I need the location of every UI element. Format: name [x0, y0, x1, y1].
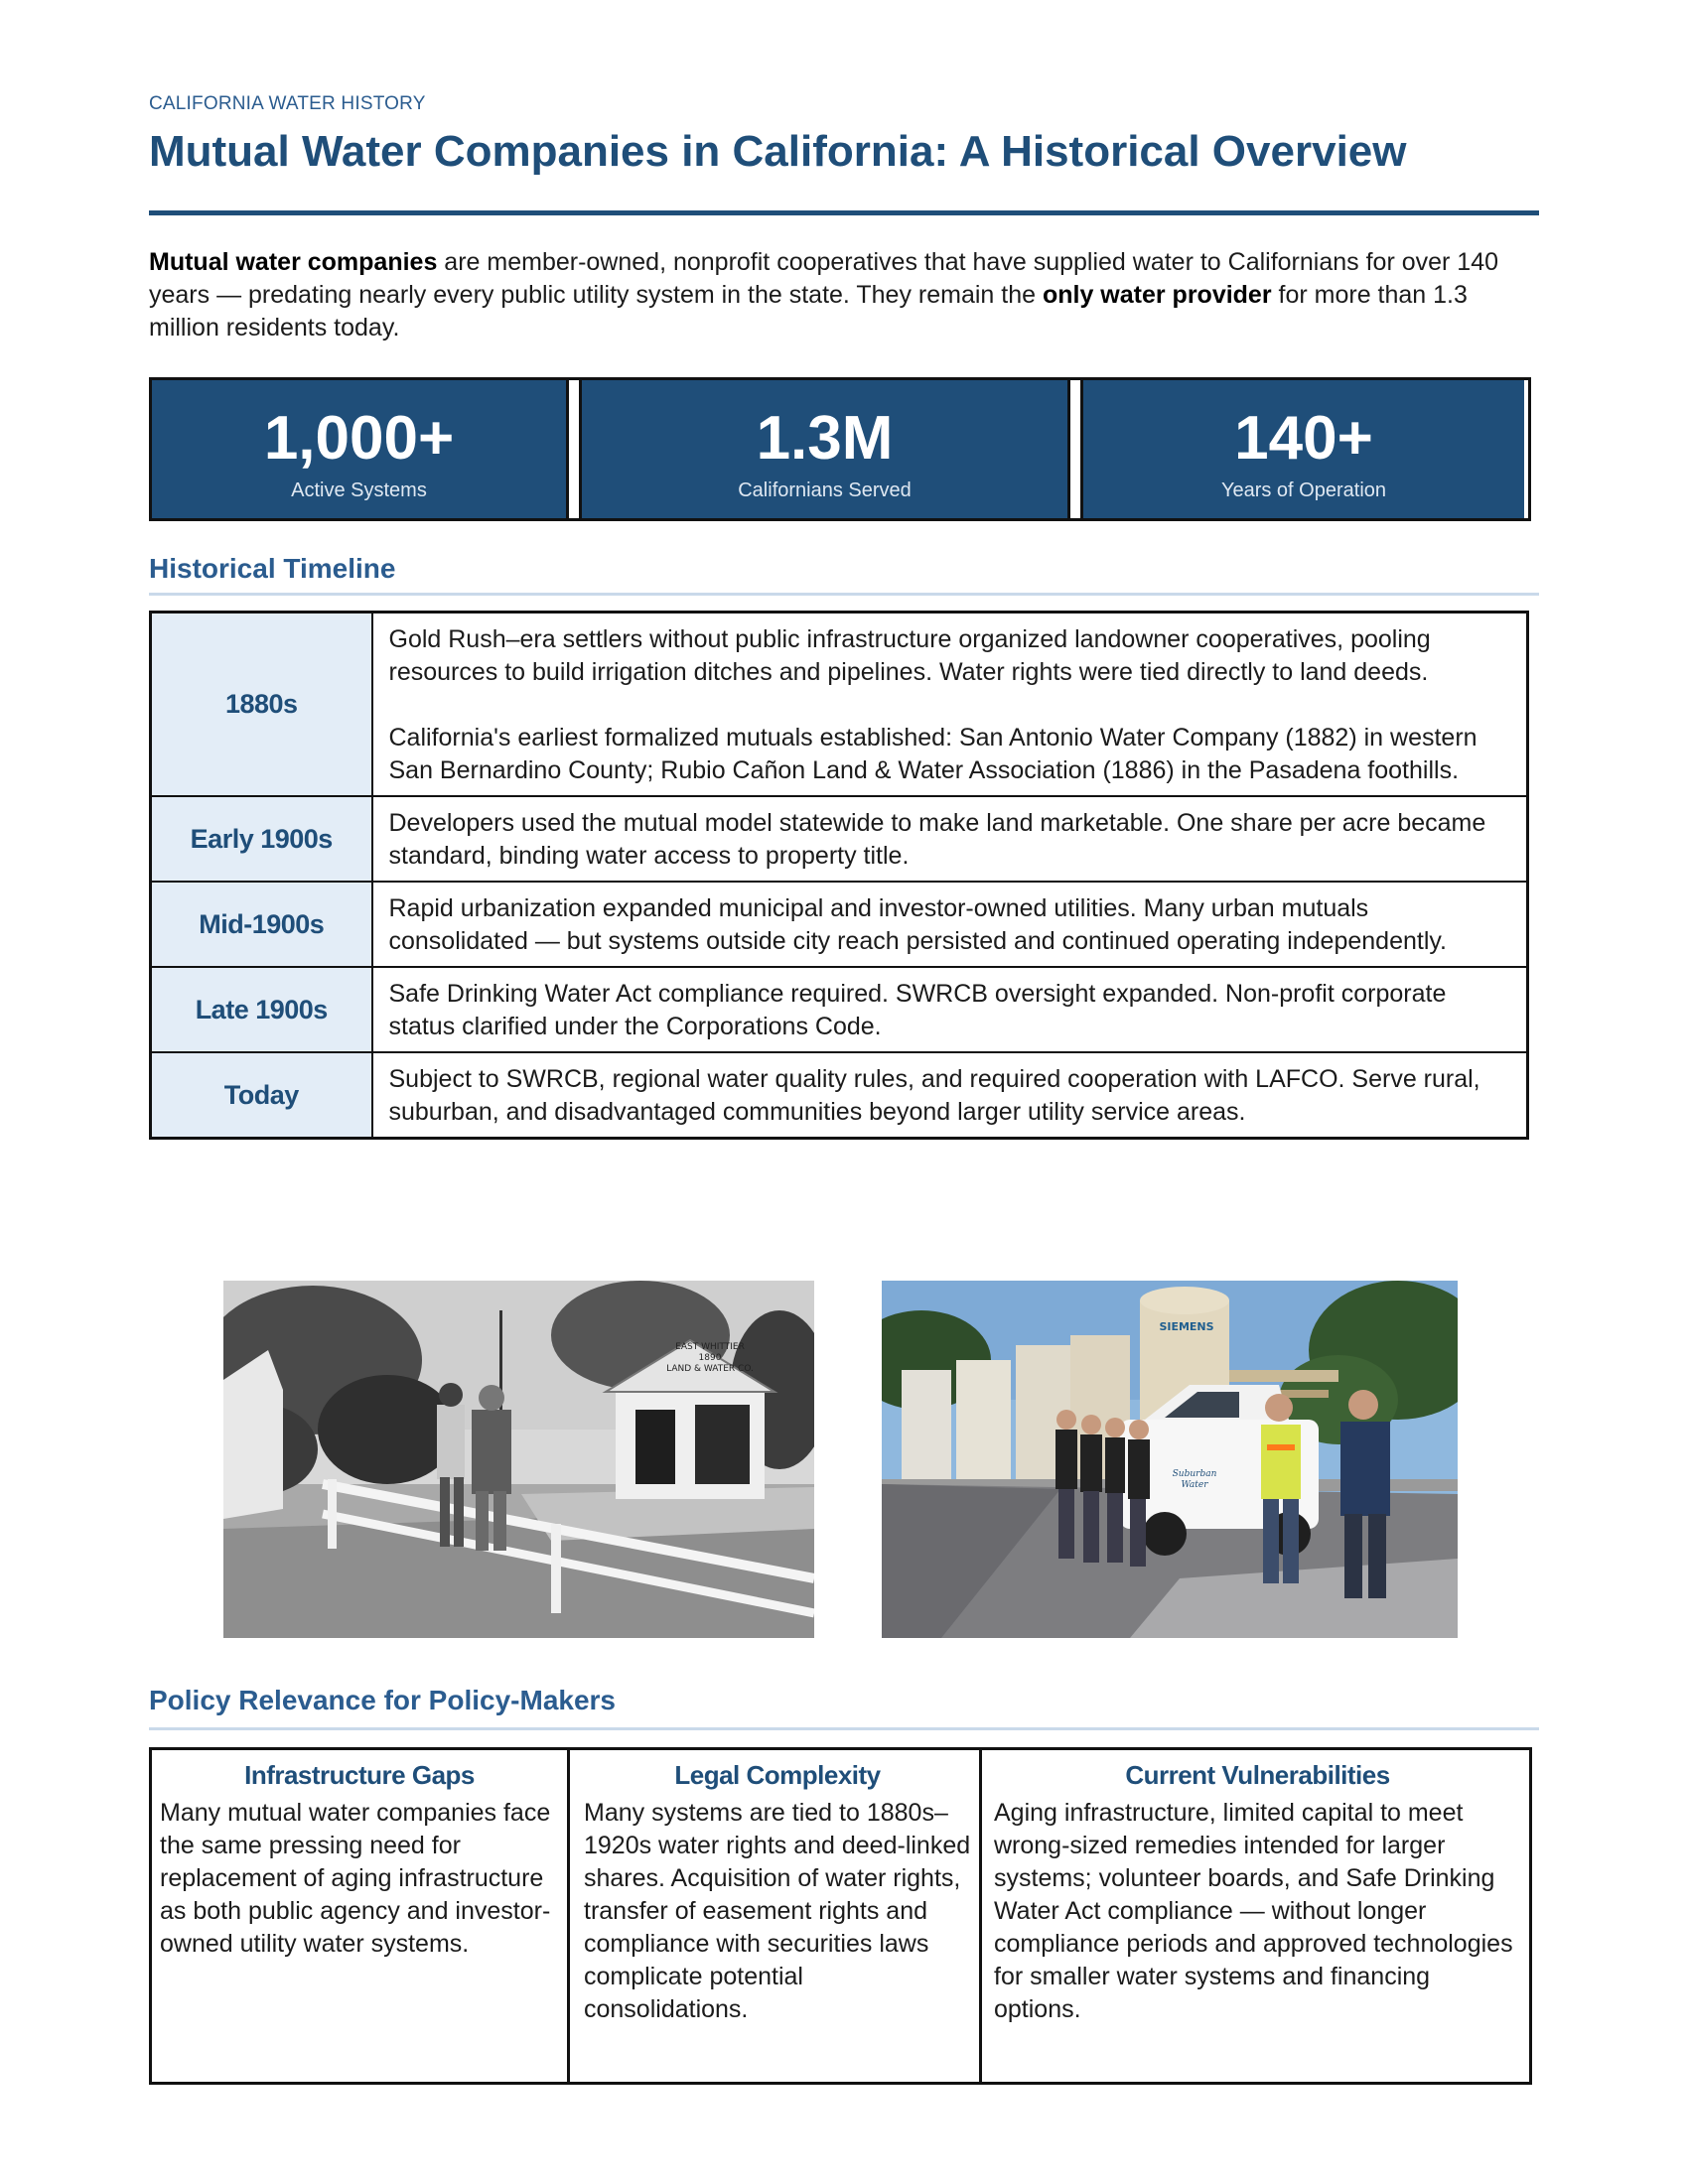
tank-label: SIEMENS	[1159, 1320, 1214, 1333]
timeline-heading-rule	[149, 593, 1539, 596]
timeline-row	[151, 967, 1528, 1052]
stat-label: Years of Operation	[1220, 479, 1387, 501]
timeline-era: 1880s	[151, 613, 372, 797]
timeline-row	[151, 613, 1528, 797]
intro-paragraph	[149, 246, 1539, 344]
timeline-description	[372, 613, 1528, 797]
timeline-paragraph: Rapid urbanization expanded municipal and investor-owned utilities. Many urban mutuals consolidated — but systems outside city reach persisted and continued operating independently.	[388, 894, 1447, 955]
historic-sign-line: LAND & WATER CO.	[666, 1364, 754, 1374]
policy-column-title: Current Vulnerabilities	[1125, 1760, 1390, 1790]
timeline-description	[372, 1052, 1528, 1139]
policy-column-vulnerabilities	[979, 1750, 1529, 2082]
stat-years-operation	[1080, 380, 1524, 518]
stat-active-systems	[152, 380, 569, 518]
timeline-row	[151, 882, 1528, 967]
stat-value: 1.3M	[756, 404, 894, 473]
timeline-paragraph: Subject to SWRCB, regional water quality rules, and required cooperation with LAFCO. Serve rural, suburban, and disadvantaged communities beyond larger utility service areas.	[388, 1065, 1480, 1126]
policy-column-title: Legal Complexity	[674, 1760, 881, 1790]
timeline-era: Late 1900s	[151, 967, 372, 1052]
timeline-row	[151, 796, 1528, 882]
historic-sign-line: EAST WHITTIER	[675, 1342, 745, 1352]
timeline-heading: Historical Timeline	[149, 553, 396, 584]
timeline-paragraph: California's earliest formalized mutuals established: San Antonio Water Company (1882) in western San Bernardino County; Rubio Cañon Land & Water Association (1886) in the Pasadena foothills.	[388, 724, 1477, 784]
timeline-paragraph: Developers used the mutual model statewide to make land marketable. One share per acre became standard, binding water access to property title.	[388, 809, 1486, 870]
policy-grid	[149, 1747, 1532, 2085]
stats-banner	[149, 377, 1531, 521]
timeline-row	[151, 1052, 1528, 1139]
policy-column-text: Aging infrastructure, limited capital to meet wrong-sized remedies intended for larger systems; volunteer boards, and Safe Drinking Water Act compliance — without longer compliance periods and approved technologies for smaller water systems and financing options.	[994, 1799, 1513, 2023]
policy-column-text: Many mutual water companies face the same pressing need for replacement of aging infrastructure as both public agency and investor-owned utility water systems.	[160, 1799, 551, 1958]
historic-sign-line: 1890	[698, 1353, 722, 1363]
timeline-era: Mid-1900s	[151, 882, 372, 967]
timeline-paragraph: Safe Drinking Water Act compliance required. SWRCB oversight expanded. Non-profit corporate status clarified under the Corporations Code.	[388, 980, 1447, 1040]
policy-heading-rule	[149, 1727, 1539, 1730]
timeline-description	[372, 967, 1528, 1052]
intro-text-2: for more than 1.3 million residents today.	[149, 281, 1468, 341]
policy-column-text: Many systems are tied to 1880s–1920s water rights and deed-linked shares. Acquisition of water rights, transfer of easement rights and compliance with securities laws complicate potential consolidations.	[584, 1799, 971, 2023]
eyebrow-label: CALIFORNIA WATER HISTORY	[149, 93, 426, 114]
intro-bold-lead: Mutual water companies	[149, 248, 438, 276]
truck-logo: Suburban Water	[1172, 1469, 1217, 1490]
policy-column-title: Infrastructure Gaps	[244, 1760, 475, 1790]
historic-photo	[223, 1281, 814, 1638]
historic-sign-text	[655, 1342, 765, 1375]
timeline-paragraph: Gold Rush–era settlers without public infrastructure organized landowner cooperatives, pooling resources to build irrigation ditches and pipelines. Water rights were tied directly to land deeds.	[388, 625, 1431, 686]
document-page	[149, 0, 1539, 2184]
policy-heading: Policy Relevance for Policy-Makers	[149, 1685, 616, 1715]
stat-label: Active Systems	[291, 479, 427, 501]
stat-label: Californians Served	[738, 479, 912, 501]
timeline-description	[372, 796, 1528, 882]
stat-value: 140+	[1234, 404, 1373, 473]
intro-bold-mid: only water provider	[1042, 281, 1272, 309]
intro-text-1: are member-owned, nonprofit cooperatives that have supplied water to Californians for over 140 years — predating nearly every public utility system in the state. They remain the	[149, 248, 1498, 309]
stat-value: 1,000+	[263, 404, 455, 473]
timeline-table	[149, 611, 1529, 1140]
policy-column-infrastructure	[152, 1750, 567, 2082]
timeline-description	[372, 882, 1528, 967]
stat-californians-served	[579, 380, 1070, 518]
title-divider	[149, 210, 1539, 215]
timeline-era: Today	[151, 1052, 372, 1139]
policy-column-legal	[567, 1750, 979, 2082]
timeline-era: Early 1900s	[151, 796, 372, 882]
page-title: Mutual Water Companies in California: A Historical Overview	[149, 127, 1407, 176]
modern-photo	[882, 1281, 1458, 1638]
